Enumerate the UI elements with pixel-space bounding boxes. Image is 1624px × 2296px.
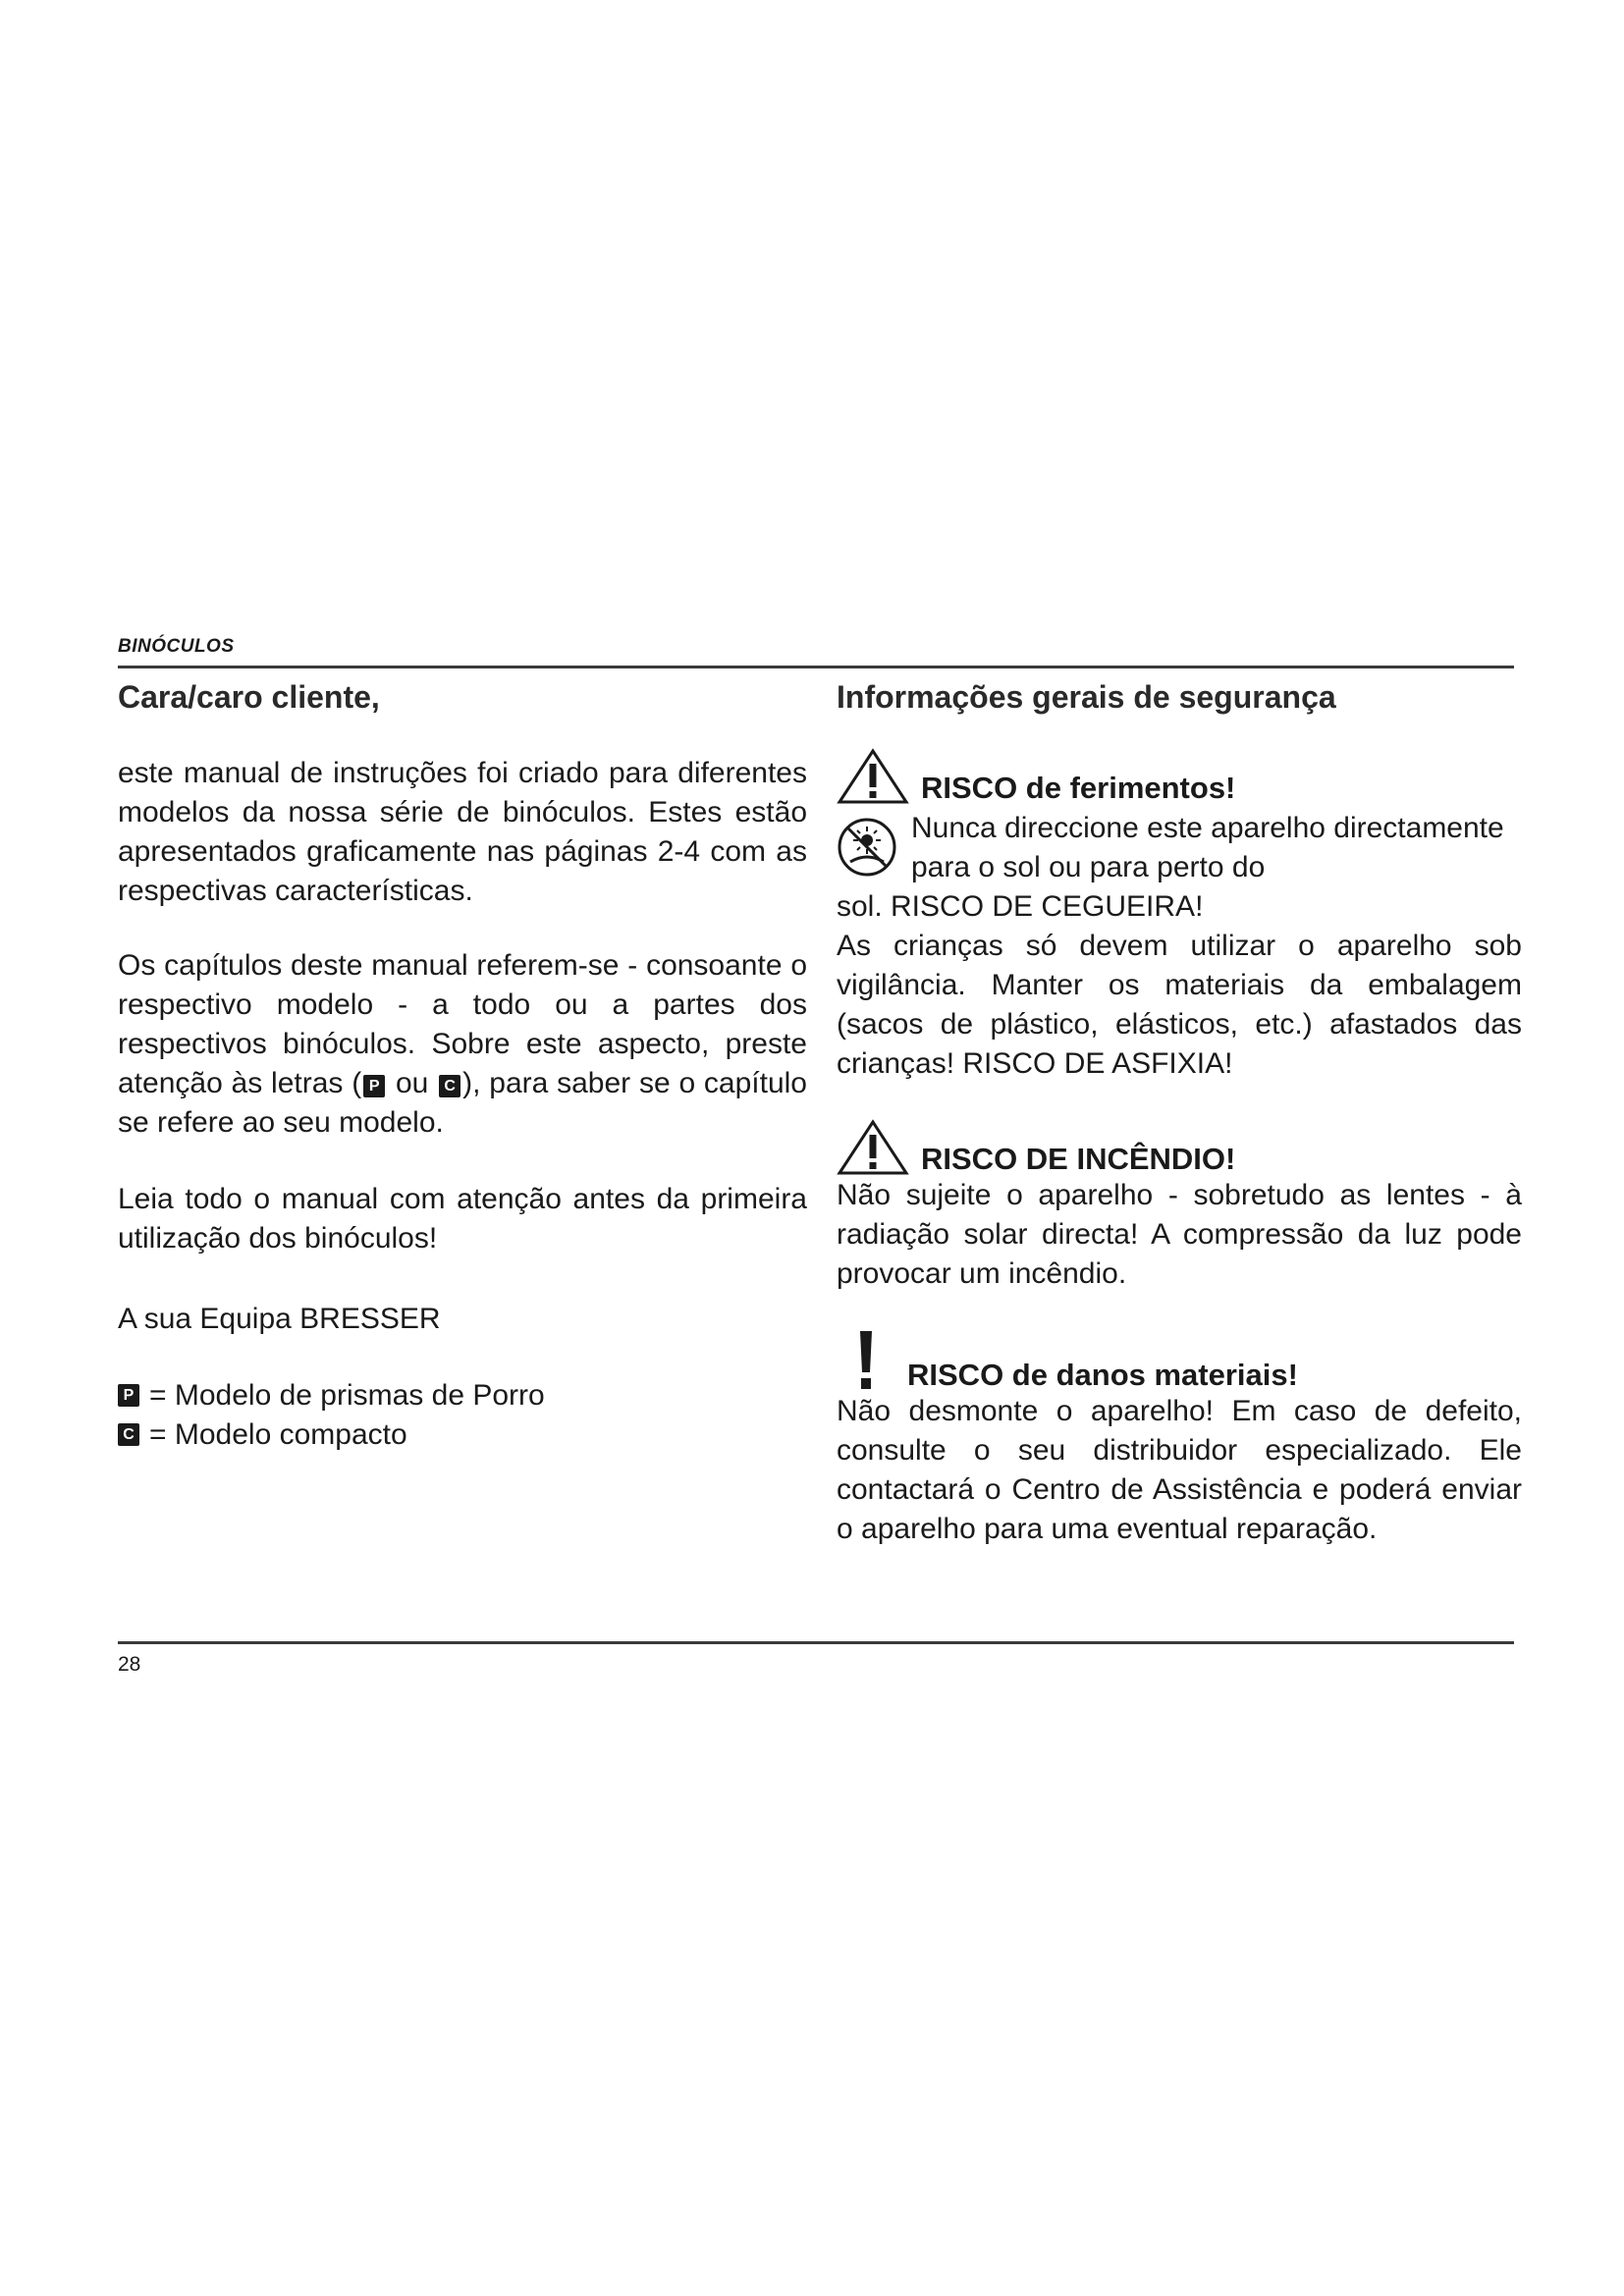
chapters-text-start: Os capítulos deste manual referem-se - consoante o respectivo modelo - a todo ou a partes dos respectivos binóculos. Sobre este aspecto, preste atenção às letras ( bbox=[118, 948, 807, 1099]
legend-row-porro bbox=[118, 1376, 807, 1415]
badge-p-icon: P bbox=[118, 1384, 139, 1407]
greeting-heading: Cara/caro cliente, bbox=[118, 679, 380, 715]
warning-title: RISCO de danos materiais! bbox=[907, 1357, 1298, 1392]
chapters-paragraph bbox=[118, 946, 807, 1143]
warning-damage bbox=[837, 1329, 1522, 1549]
warning-triangle-icon bbox=[837, 748, 909, 805]
model-legend bbox=[118, 1376, 807, 1455]
sun-warning-block bbox=[837, 809, 1522, 887]
section-label: BINÓCULOS bbox=[118, 636, 235, 657]
warning-fire bbox=[837, 1119, 1522, 1294]
badge-c-icon: C bbox=[439, 1075, 460, 1097]
page-number: 28 bbox=[118, 1653, 141, 1676]
sun-warning-text: Nunca direccione este aparelho directamente para o sol ou para perto do bbox=[911, 811, 1504, 883]
footer-rule bbox=[118, 1641, 1514, 1644]
badge-p-icon: P bbox=[363, 1075, 385, 1097]
warning-title: RISCO de ferimentos! bbox=[921, 770, 1236, 805]
warning-injury bbox=[837, 748, 1522, 1084]
badge-c-icon: C bbox=[118, 1423, 139, 1446]
intro-paragraph: este manual de instruções foi criado para diferentes modelos da nossa série de binóculos. Estes estão apresentados graficamente nas páginas 2-4 com as respectivas características. bbox=[118, 756, 807, 907]
warning-text: sol. RISCO DE CEGUEIRA! bbox=[837, 889, 1204, 923]
header-rule bbox=[118, 666, 1514, 668]
warning-header bbox=[837, 748, 1522, 805]
warning-header bbox=[837, 1119, 1522, 1176]
legend-row-compact bbox=[118, 1415, 807, 1455]
children-warning-text: As crianças só devem utilizar o aparelho sob vigilância. Manter os materiais da embalagem (sacos de plástico, elásticos, etc.) afastados das crianças! RISCO DE ASFIXIA! bbox=[837, 929, 1522, 1080]
chapters-text-or: ou bbox=[395, 1066, 429, 1099]
signature: A sua Equipa BRESSER bbox=[118, 1302, 441, 1335]
safety-heading: Informações gerais de segurança bbox=[837, 679, 1336, 715]
chapters-text-end: ), para saber se o capítulo se refere ao seu modelo. bbox=[118, 1066, 807, 1139]
warning-triangle-icon bbox=[837, 1119, 909, 1176]
read-manual-paragraph: Leia todo o manual com atenção antes da primeira utilização dos binóculos! bbox=[118, 1182, 807, 1255]
warning-title: RISCO DE INCÊNDIO! bbox=[921, 1141, 1236, 1176]
warning-header bbox=[837, 1329, 1522, 1392]
left-column bbox=[118, 677, 807, 1455]
warning-text: Não sujeite o aparelho - sobretudo as lentes - à radiação solar directa! A compressão da luz pode provocar um incêndio. bbox=[837, 1178, 1522, 1290]
no-sun-viewing-icon bbox=[837, 817, 897, 878]
legend-text: = Modelo de prismas de Porro bbox=[149, 1378, 545, 1412]
warning-text: Não desmonte o aparelho! Em caso de defeito, consulte o seu distribuidor especializado. Ele contactará o Centro de Assistência e poderá enviar o aparelho para uma eventual reparação. bbox=[837, 1394, 1522, 1545]
exclamation-icon bbox=[837, 1329, 895, 1392]
legend-text: = Modelo compacto bbox=[149, 1417, 407, 1451]
right-column bbox=[837, 677, 1522, 1549]
